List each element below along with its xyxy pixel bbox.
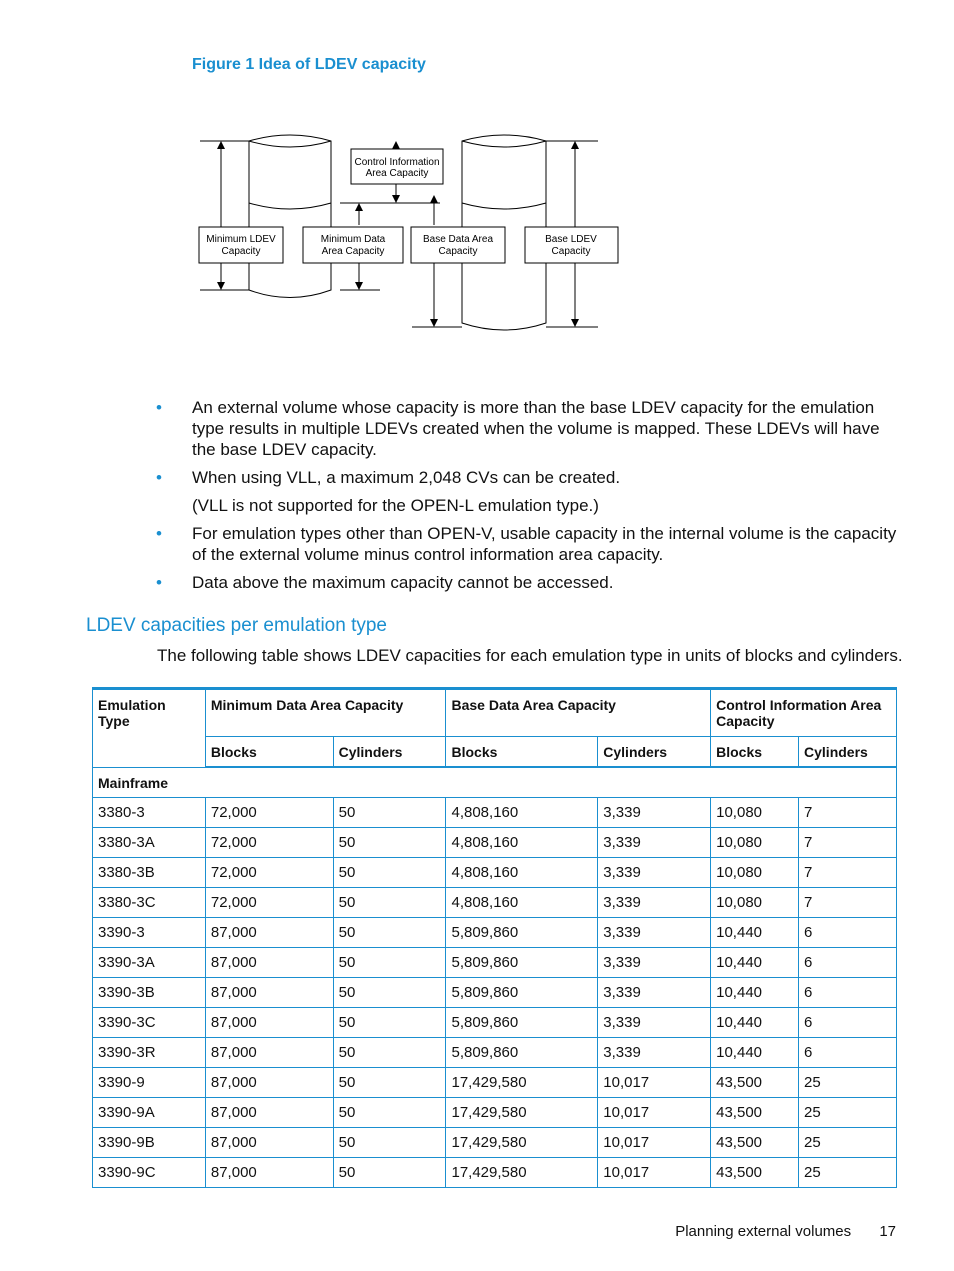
label-base-data [411,227,505,263]
table-cell: 43,500 [711,1128,799,1158]
header-min-data: Minimum Data Area Capacity [205,689,446,737]
table-cell: 50 [333,1098,446,1128]
header-blocks: Blocks [446,737,598,768]
figure-caption: Figure 1 Idea of LDEV capacity [192,56,426,73]
table-cell: 5,809,860 [446,918,598,948]
table-cell: 17,429,580 [446,1158,598,1188]
table-cell: 10,440 [711,948,799,978]
table-cell: 25 [799,1098,897,1128]
table-cell: 72,000 [205,798,333,828]
table-cell: 3,339 [598,828,711,858]
bullet-text: Data above the maximum capacity cannot be accessed. [192,573,614,592]
table-cell: 25 [799,1068,897,1098]
table-cell: 10,440 [711,1038,799,1068]
table-cell: 25 [799,1158,897,1188]
bullet-text: An external volume whose capacity is more than the base LDEV capacity for the emulation type results in multiple LDEVs created when the volume is mapped. These LDEVs will have the base LDEV capacity. [192,398,880,459]
label-control-info [351,149,443,184]
bullet-subtext: (VLL is not supported for the OPEN-L emulation type.) [192,496,599,515]
table-cell: 17,429,580 [446,1128,598,1158]
table-cell: 43,500 [711,1098,799,1128]
bullet-dot-icon: • [156,398,162,417]
bullet-text: For emulation types other than OPEN-V, usable capacity in the internal volume is the capacity of the external volume minus control information area capacity. [192,524,897,564]
table-cell: 5,809,860 [446,1008,598,1038]
emulation-type-cell: 3380-3A [93,828,206,858]
table-row [93,858,897,888]
list-item [156,523,901,565]
section-intro: The following table shows LDEV capacities for each emulation type in units of blocks and cylinders. [157,646,903,665]
table-cell: 10,080 [711,828,799,858]
table-cell: 7 [799,798,897,828]
emulation-type-cell: 3390-3B [93,978,206,1008]
table-cell: 43,500 [711,1068,799,1098]
table-cell: 87,000 [205,918,333,948]
table-row [93,798,897,828]
table-cell: 4,808,160 [446,798,598,828]
page-footer [675,1223,896,1240]
table-row [93,1008,897,1038]
table-cell: 3,339 [598,948,711,978]
emulation-type-cell: 3380-3B [93,858,206,888]
table-cell: 3,339 [598,978,711,1008]
table-cell: 10,017 [598,1098,711,1128]
min-data-line1: Minimum Data [320,234,386,245]
left-cylinder [249,135,331,298]
table-cell: 3,339 [598,888,711,918]
emulation-type-cell: 3390-3A [93,948,206,978]
bullet-dot-icon: • [156,468,162,487]
table-row [93,1128,897,1158]
table-cell: 87,000 [205,948,333,978]
header-emulation-type: Emulation Type [93,689,206,768]
table-cell: 50 [333,858,446,888]
table-cell: 17,429,580 [446,1068,598,1098]
list-item [156,467,901,516]
table-cell: 10,080 [711,798,799,828]
table-cell: 4,808,160 [446,888,598,918]
table-cell: 7 [799,858,897,888]
table-cell: 50 [333,1008,446,1038]
table-row [93,1068,897,1098]
table-cell: 87,000 [205,1158,333,1188]
base-ldev-line1: Base LDEV [545,234,597,245]
footer-section-name: Planning external volumes [675,1223,852,1240]
label-base-ldev [525,227,618,263]
table-cell: 50 [333,1038,446,1068]
table-cell: 72,000 [205,888,333,918]
table-row [93,888,897,918]
emulation-type-cell: 3390-9B [93,1128,206,1158]
table-cell: 50 [333,1158,446,1188]
table-cell: 50 [333,978,446,1008]
table-body [93,767,897,1188]
table-cell: 50 [333,798,446,828]
table-row [93,1158,897,1188]
table-cell: 87,000 [205,1098,333,1128]
group-row [93,767,897,798]
table-cell: 10,440 [711,918,799,948]
label-min-data [303,227,403,263]
table-cell: 3,339 [598,798,711,828]
table-cell: 5,809,860 [446,978,598,1008]
table-cell: 10,440 [711,1008,799,1038]
table-cell: 5,809,860 [446,1038,598,1068]
table-cell: 5,809,860 [446,948,598,978]
base-ldev-line2: Capacity [551,246,591,257]
header-cylinders: Cylinders [333,737,446,768]
table-cell: 50 [333,1128,446,1158]
emulation-type-cell: 3390-9C [93,1158,206,1188]
bullet-text: When using VLL, a maximum 2,048 CVs can be created. [192,468,621,487]
min-ldev-line1: Minimum LDEV [206,234,276,245]
ldev-capacity-diagram [190,125,620,340]
table-cell: 10,080 [711,858,799,888]
table-cell: 50 [333,888,446,918]
table-cell: 72,000 [205,828,333,858]
table-cell: 6 [799,1038,897,1068]
table-cell: 10,080 [711,888,799,918]
table-cell: 10,017 [598,1068,711,1098]
table-cell: 6 [799,918,897,948]
ldev-capacity-table [92,687,897,1188]
bullet-dot-icon: • [156,573,162,592]
emulation-type-cell: 3380-3C [93,888,206,918]
table-cell: 87,000 [205,978,333,1008]
table-row [93,948,897,978]
table-cell: 25 [799,1128,897,1158]
min-ldev-line2: Capacity [221,246,261,257]
header-cylinders: Cylinders [598,737,711,768]
header-control-info: Control Information Area Capacity [711,689,897,737]
emulation-type-cell: 3380-3 [93,798,206,828]
table-cell: 17,429,580 [446,1098,598,1128]
table-cell: 6 [799,1008,897,1038]
table-cell: 87,000 [205,1008,333,1038]
table-cell: 87,000 [205,1068,333,1098]
table-cell: 3,339 [598,1008,711,1038]
table-cell: 10,017 [598,1158,711,1188]
section-title: LDEV capacities per emulation type [86,615,387,636]
table-row [93,1038,897,1068]
table-cell: 10,440 [711,978,799,1008]
list-item [156,397,901,460]
page-number: 17 [879,1223,896,1240]
group-label: Mainframe [93,767,897,798]
list-item [156,572,901,593]
table-row [93,978,897,1008]
table-cell: 6 [799,948,897,978]
table-cell: 7 [799,828,897,858]
table-cell: 3,339 [598,858,711,888]
table-cell: 72,000 [205,858,333,888]
diagram-svg [190,125,620,340]
bullet-list [156,397,901,600]
emulation-type-cell: 3390-3C [93,1008,206,1038]
bullet-dot-icon: • [156,524,162,543]
table-cell: 3,339 [598,1038,711,1068]
table-cell: 4,808,160 [446,858,598,888]
table-row [93,828,897,858]
emulation-type-cell: 3390-9A [93,1098,206,1128]
header-base-data: Base Data Area Capacity [446,689,711,737]
table-cell: 50 [333,948,446,978]
table-cell: 43,500 [711,1158,799,1188]
table-row [93,918,897,948]
emulation-type-cell: 3390-3 [93,918,206,948]
min-data-line2: Area Capacity [321,246,385,257]
table-cell: 50 [333,1068,446,1098]
table-cell: 3,339 [598,918,711,948]
emulation-type-cell: 3390-3R [93,1038,206,1068]
emulation-type-cell: 3390-9 [93,1068,206,1098]
table-cell: 87,000 [205,1038,333,1068]
control-info-line2: Area Capacity [365,168,429,179]
header-blocks: Blocks [711,737,799,768]
table-cell: 4,808,160 [446,828,598,858]
table-cell: 6 [799,978,897,1008]
header-cylinders: Cylinders [799,737,897,768]
table-cell: 10,017 [598,1128,711,1158]
base-data-line1: Base Data Area [422,234,494,245]
label-min-ldev [199,227,283,263]
table-cell: 7 [799,888,897,918]
table-row [93,1098,897,1128]
header-blocks: Blocks [205,737,333,768]
table-cell: 87,000 [205,1128,333,1158]
table-cell: 50 [333,828,446,858]
table-cell: 50 [333,918,446,948]
base-data-line2: Capacity [438,246,478,257]
control-info-line1: Control Information [354,157,440,168]
